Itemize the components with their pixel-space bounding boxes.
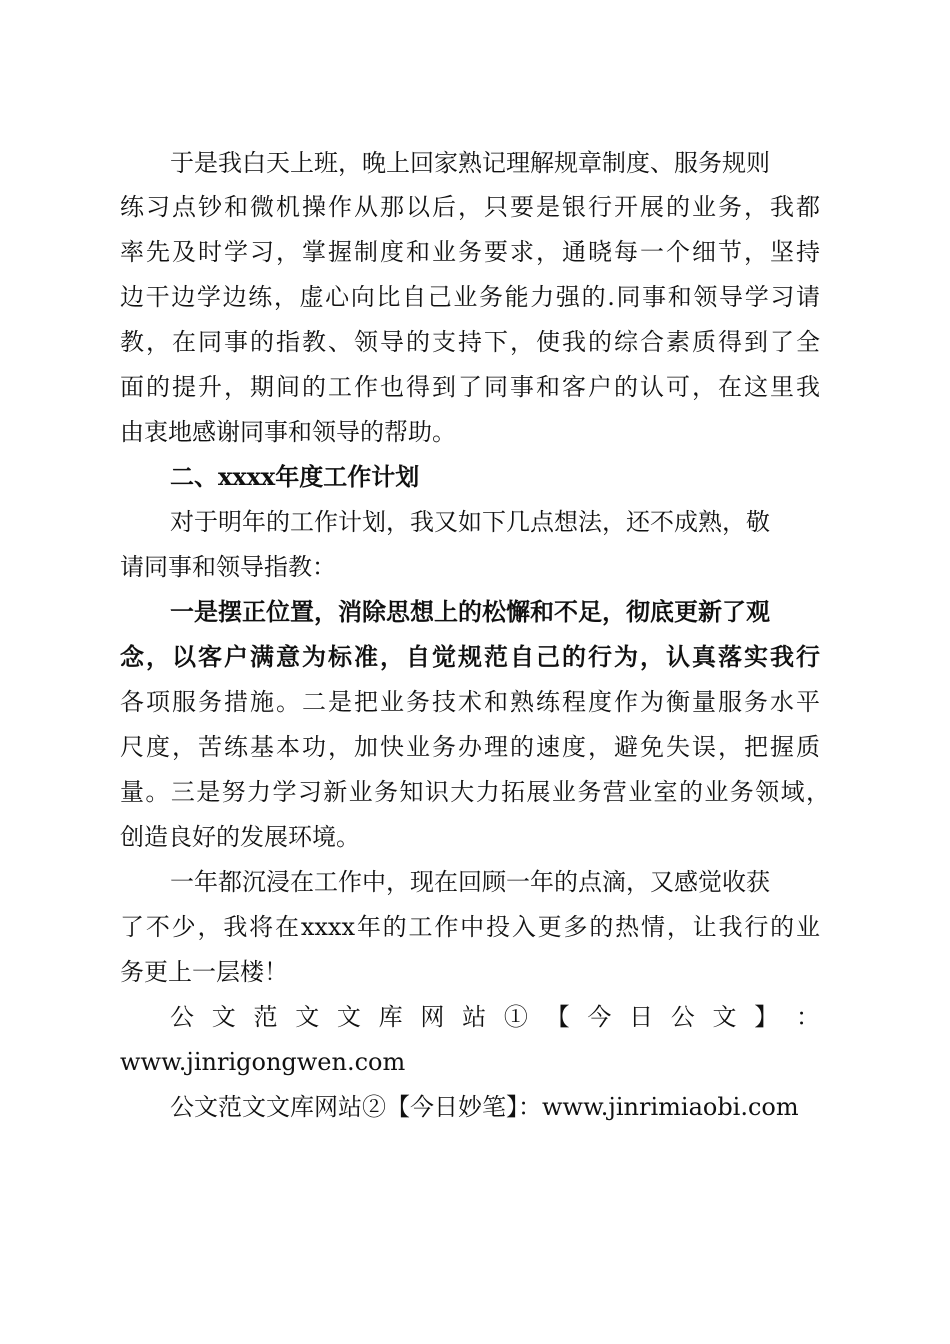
footer-site1-url[interactable]: www.jinrigongwen.com xyxy=(120,1048,406,1076)
footer-site1-label: 公 文 范 文 文 库 网 站 ① 【 今 日 公 文 】 ： xyxy=(170,1003,820,1031)
paragraph1-line-6: 面的提升，期间的工作也得到了同事和客户的认可，在这里我 xyxy=(120,373,820,401)
paragraph1-line-2: 练习点钞和微机操作从那以后，只要是银行开展的业务，我都 xyxy=(120,193,820,221)
paragraph3-line-4: 尺度，苦练基本功，加快业务办理的速度，避免失误，把握质 xyxy=(120,733,820,761)
paragraph4-line-1: 一年都沉浸在工作中，现在回顾一年的点滴，又感觉收获 xyxy=(170,868,770,896)
paragraph3-line-5: 量。三是努力学习新业务知识大力拓展业务营业室的业务领域， xyxy=(120,778,830,806)
section-heading: 二、xxxx年度工作计划 xyxy=(170,462,420,491)
paragraph2-line-2: 请同事和领导指教： xyxy=(120,553,336,581)
paragraph1-line-3: 率先及时学习，掌握制度和业务要求，通晓每一个细节，坚持 xyxy=(120,238,820,266)
paragraph1-line-4: 边干边学边练，虚心向比自己业务能力强的.同事和领导学习请 xyxy=(120,283,820,311)
paragraph4-line-2: 了不少，我将在xxxx年的工作中投入更多的热情，让我行的业 xyxy=(120,913,820,941)
paragraph4-line-3: 务更上一层楼！ xyxy=(120,958,288,986)
footer-site2-line[interactable]: 公文范文文库网站②【今日妙笔】：www.jinrimiaobi.com xyxy=(170,1093,799,1121)
paragraph3-line-3: 各项服务措施。二是把业务技术和熟练程度作为衡量服务水平 xyxy=(120,688,820,716)
paragraph3-line-6: 创造良好的发展环境。 xyxy=(120,823,360,851)
paragraph3-line-2: 念，以客户满意为标准，自觉规范自己的行为，认真落实我行 xyxy=(120,642,820,671)
paragraph1-line-5: 教，在同事的指教、领导的支持下，使我的综合素质得到了全 xyxy=(120,328,820,356)
paragraph1-line-1: 于是我白天上班，晚上回家熟记理解规章制度、服务规则 xyxy=(170,149,770,177)
paragraph2-line-1: 对于明年的工作计划，我又如下几点想法，还不成熟，敬 xyxy=(170,508,770,536)
paragraph1-line-7: 由衷地感谢同事和领导的帮助。 xyxy=(120,418,456,446)
paragraph3-line-1: 一是摆正位置，消除思想上的松懈和不足，彻底更新了观 xyxy=(170,597,770,626)
